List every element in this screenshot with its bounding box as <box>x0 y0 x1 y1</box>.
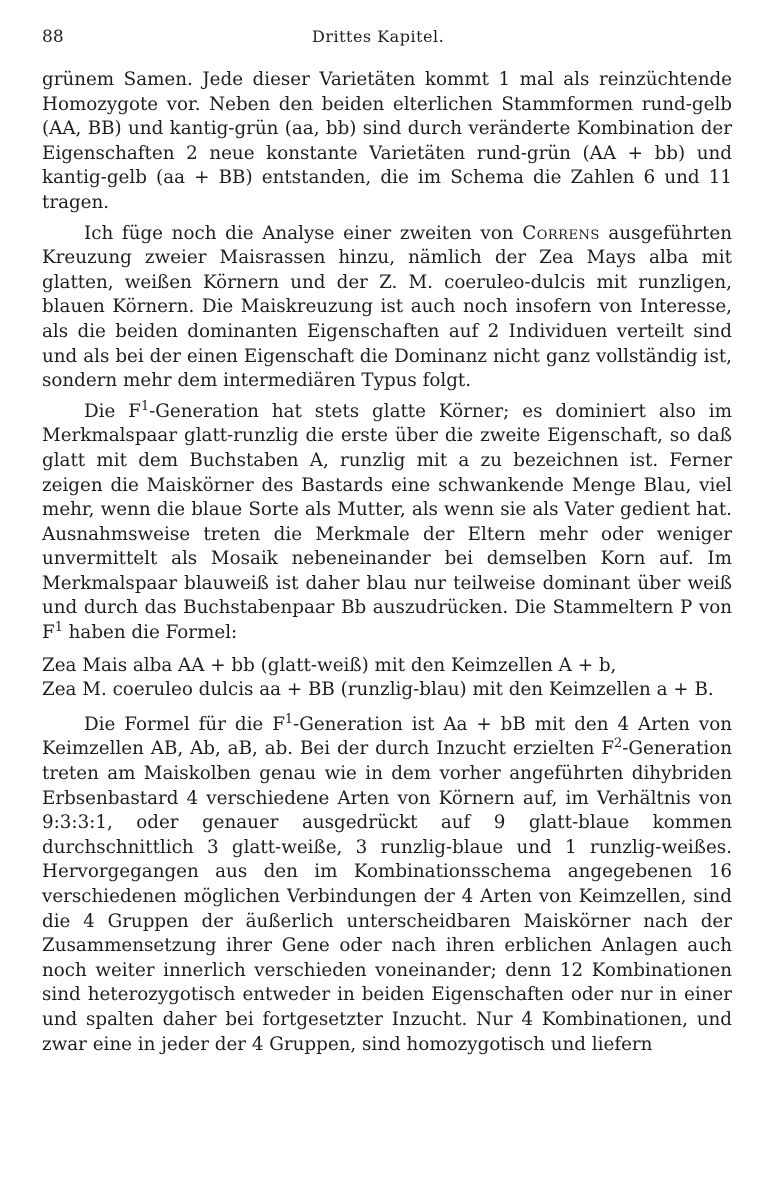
superscript-2: 2 <box>614 736 623 752</box>
running-title: Drittes Kapitel. <box>312 27 445 46</box>
body-text <box>42 68 732 1063</box>
paragraph-3-part-c: haben die Formel: <box>62 622 238 644</box>
page-number: 88 <box>42 27 64 47</box>
paragraph-3 <box>42 400 732 646</box>
formula-line-alba: Zea Mais alba AA + bb (glatt-weiß) mit den Keimzellen A + b, <box>42 654 617 676</box>
superscript-1: 1 <box>140 398 150 414</box>
formula-line-coeruleo: Zea M. coeruleo dulcis aa + BB (runzlig-blau) mit den Keimzellen a + B. <box>42 679 714 701</box>
paragraph-4-part-c: -Generation treten am Maiskolben genau wie in dem vorher angeführten dihybriden Erbsenbastard 4 verschiedene Arten von Körnern auf, im Verhältnis von 9:3:3:1, oder genauer ausgedrückt auf 9 glatt-blaue kommen durchschnittlich 3 glatt-weiße, 3 runzlig-blaue und 1 runzlig-weißes. Hervorgegangen aus den im Kombinationsschema angegebenen 16 verschiedenen möglichen Verbindungen der 4 Arten von Keimzellen, sind die 4 Gruppen der äußerlich unterscheidbaren Maiskörner nach der Zusammensetzung ihrer Gene oder nach ihren erblichen Anlagen auch noch weiter innerlich verschieden voneinander; denn 12 Kombinationen sind heterozygotisch entweder in beiden Eigenschaften oder nur in einer und spalten daher bei fortgesetzter Inzucht. Nur 4 Kombinationen, und zwar eine in jeder der 4 Gruppen, sind homozygotisch und liefern <box>42 738 732 1055</box>
paragraph-4-part-b: -Generation ist Aa + bB mit den 4 Arten von Keimzellen AB, Ab, aB, ab. Bei der durch Inzucht erzielten F <box>42 713 732 760</box>
paragraph-3-part-b: -Generation hat stets glatte Körner; es dominiert also im Merkmalspaar glatt-runzlig die erste über die zweite Eigenschaft, so daß glatt mit dem Buchstaben A, runzlig mit a zu bezeichnen ist. Ferner zeigen die Maiskörner des Bastards eine schwankende Menge Blau, viel mehr, wenn die blaue Sorte als Mutter, als wenn sie als Vater gedient hat. Ausnahmsweise treten die Merkmale der Eltern mehr oder weniger unvermittelt als Mosaik nebeneinander bei demselben Korn auf. Im Merkmalspaar blauweiß ist daher blau nur teilweise dominant über weiß und durch das Buchstabenpaar Bb auszudrücken. Die Stammeltern P von F <box>42 400 732 644</box>
paragraph-2 <box>42 222 732 394</box>
page-header <box>42 22 732 52</box>
superscript-1: 1 <box>284 711 294 727</box>
paragraph-4 <box>42 713 732 1057</box>
paragraph-4-part-a: Die Formel für die F <box>84 713 285 735</box>
formula-block <box>42 654 732 703</box>
paragraph-3-part-a: Die F <box>84 400 141 422</box>
paragraph-2-start: Ich füge noch die Analyse einer zweiten von <box>84 222 523 244</box>
superscript-1: 1 <box>54 619 63 635</box>
author-name-correns: Correns <box>522 222 600 244</box>
paragraph-1: grünem Samen. Jede dieser Varietäten kommt 1 mal als reinzüchtende Homozygote vor. Neben den beiden elterlichen Stammformen rund-gelb (AA, BB) und kantig-grün (aa, bb) sind durch veränderte Kombination der Eigenschaften 2 neue konstante Varietäten rund-grün (AA + bb) und kantig-gelb (aa + BB) entstanden, die im Schema die Zahlen 6 und 11 tragen. <box>42 69 732 213</box>
paragraph-2-rest: ausgeführten Kreuzung zweier Maisrassen hinzu, nämlich der Zea Mays alba mit glatten, weißen Körnern und der Z. M. coeruleo-dulcis mit runzligen, blauen Körnern. Die Maiskreuzung ist auch noch insofern von Interesse, als die beiden dominanten Eigenschaften auf 2 Individuen verteilt sind und als bei der einen Eigenschaft die Dominanz nicht ganz vollständig ist, sondern mehr dem intermediären Typus folgt. <box>42 222 732 392</box>
